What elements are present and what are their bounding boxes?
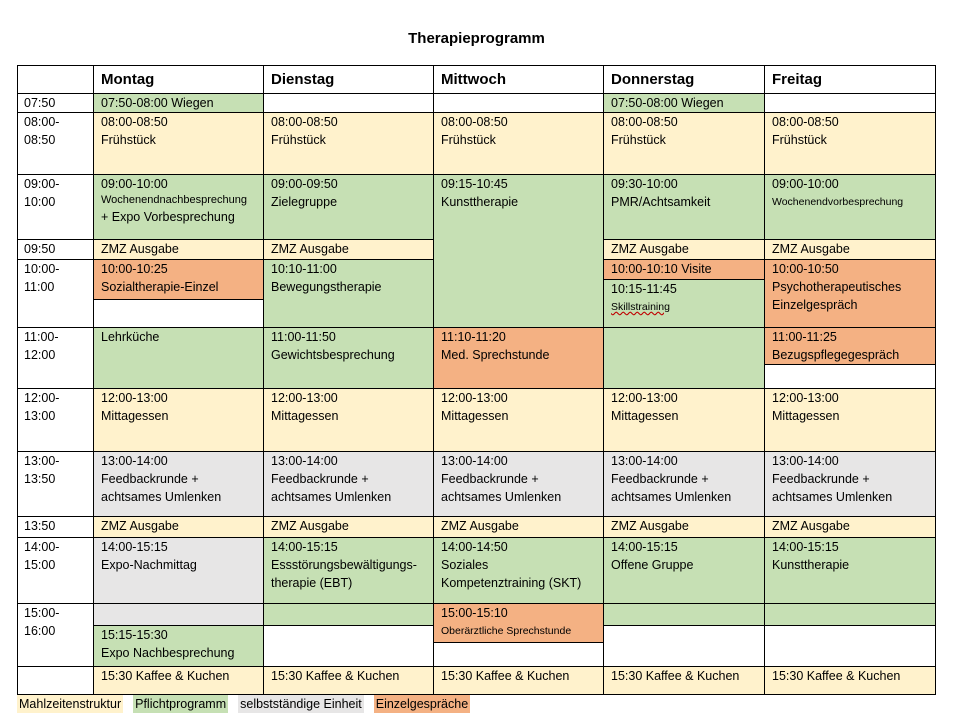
event-wochenendvorbesprechung: 09:00-10:00 Wochenendvorbesprechung bbox=[765, 175, 936, 240]
event-expo-nachbesprechung: 15:15-15:30 Expo Nachbesprechung bbox=[94, 626, 263, 666]
event-gewichtsbesprechung: 11:00-11:50 Gewichtsbesprechung bbox=[264, 328, 434, 389]
event-zmz-ausgabe: ZMZ Ausgabe bbox=[434, 517, 604, 538]
event-wiegen-donnerstag: 07:50-08:00 Wiegen bbox=[604, 94, 765, 113]
event-offene-gruppe: 14:00-15:15 Offene Gruppe bbox=[604, 538, 765, 604]
event-mittagessen: 12:00-13:00 Mittagessen bbox=[94, 389, 264, 452]
event-sozialtherapie-einzel: 10:00-10:25 Sozialtherapie-Einzel bbox=[94, 260, 263, 300]
event-mittagessen: 12:00-13:00 Mittagessen bbox=[765, 389, 936, 452]
time-label: 13:00- 13:50 bbox=[18, 452, 94, 517]
event-kaffee-kuchen: 15:30 Kaffee & Kuchen bbox=[434, 667, 604, 695]
event-kunsttherapie-continued bbox=[765, 604, 935, 626]
event-expo-nachmittag: 14:00-15:15 Expo-Nachmittag bbox=[94, 538, 264, 604]
mittwoch-1500-split bbox=[434, 604, 604, 667]
event-bezugspflegegespraech: 11:00-11:25 Bezugspflegegespräch bbox=[765, 328, 935, 365]
montag-1500-split bbox=[94, 604, 264, 667]
empty-cell bbox=[94, 300, 263, 327]
empty-cell bbox=[264, 94, 434, 113]
time-label: 12:00- 13:00 bbox=[18, 389, 94, 452]
event-mittagessen: 12:00-13:00 Mittagessen bbox=[604, 389, 765, 452]
event-zielegruppe: 09:00-09:50 Zielegruppe bbox=[264, 175, 434, 240]
empty-cell bbox=[765, 94, 936, 113]
legend-mahlzeitenstruktur: Mahlzeitenstruktur bbox=[19, 697, 122, 711]
event-skillstraining: 10:15-11:45 Skillstraining bbox=[604, 280, 764, 327]
event-bewegungstherapie: 10:10-11:00 Bewegungstherapie bbox=[264, 260, 434, 328]
empty-cell bbox=[264, 626, 433, 666]
day-header-dienstag: Dienstag bbox=[264, 66, 434, 94]
time-label: 15:00- 16:00 bbox=[18, 604, 94, 667]
event-oberaerztliche-sprechstunde: 15:00-15:10 Oberärztliche Sprechstunde bbox=[434, 604, 603, 643]
event-feedbackrunde: 13:00-14:00 Feedbackrunde + achtsames Umlenken bbox=[434, 452, 604, 517]
event-zmz-ausgabe: ZMZ Ausgabe bbox=[264, 517, 434, 538]
event-expo-nachmittag-continued bbox=[94, 604, 263, 626]
time-label: 14:00- 15:00 bbox=[18, 538, 94, 604]
event-feedbackrunde: 13:00-14:00 Feedbackrunde + achtsames Umlenken bbox=[264, 452, 434, 517]
day-header-montag: Montag bbox=[94, 66, 264, 94]
time-label: 11:00- 12:00 bbox=[18, 328, 94, 389]
event-fruehstueck: 08:00-08:50 Frühstück bbox=[765, 113, 936, 175]
event-kunsttherapie-mittwoch: 09:15-10:45 Kunsttherapie bbox=[434, 175, 604, 328]
schedule-table bbox=[17, 65, 936, 695]
donnerstag-1500-split bbox=[604, 604, 765, 667]
event-zmz-ausgabe: ZMZ Ausgabe bbox=[765, 517, 936, 538]
legend-pflichtprogramm: Pflichtprogramm bbox=[135, 697, 227, 711]
time-label: 07:50 bbox=[18, 94, 94, 113]
donnerstag-1000-split bbox=[604, 260, 765, 328]
event-kaffee-kuchen: 15:30 Kaffee & Kuchen bbox=[264, 667, 434, 695]
event-zmz-ausgabe: ZMZ Ausgabe bbox=[94, 517, 264, 538]
legend-selbststaendige-einheit: selbstständige Einheit bbox=[240, 697, 362, 711]
empty-cell bbox=[434, 643, 603, 666]
legend bbox=[17, 695, 480, 713]
event-zmz-ausgabe: ZMZ Ausgabe bbox=[604, 240, 765, 260]
event-visite: 10:00-10:10 Visite bbox=[604, 260, 764, 280]
event-kaffee-kuchen: 15:30 Kaffee & Kuchen bbox=[94, 667, 264, 695]
time-label: 08:00- 08:50 bbox=[18, 113, 94, 175]
freitag-1100-split bbox=[765, 328, 936, 389]
event-skillstraining-continued bbox=[604, 328, 765, 389]
event-skt: 14:00-14:50 Soziales Kompetenztraining (SKT) bbox=[434, 538, 604, 604]
time-label: 13:50 bbox=[18, 517, 94, 538]
corner-cell bbox=[18, 66, 94, 94]
event-fruehstueck: 08:00-08:50 Frühstück bbox=[94, 113, 264, 175]
event-kunsttherapie-freitag: 14:00-15:15 Kunsttherapie bbox=[765, 538, 936, 604]
event-zmz-ausgabe: ZMZ Ausgabe bbox=[264, 240, 434, 260]
time-label: 09:50 bbox=[18, 240, 94, 260]
empty-cell bbox=[434, 94, 604, 113]
legend-einzelgespraeche: Einzelgespräche bbox=[375, 697, 469, 711]
freitag-1500-split bbox=[765, 604, 936, 667]
page-title: Therapieprogramm bbox=[408, 30, 545, 47]
event-feedbackrunde: 13:00-14:00 Feedbackrunde + achtsames Umlenken bbox=[604, 452, 765, 517]
empty-cell bbox=[765, 626, 935, 666]
event-lehrkueche: Lehrküche bbox=[94, 328, 264, 389]
empty-time-cell bbox=[18, 667, 94, 695]
event-psychotherapeutisches-einzelgespraech: 10:00-10:50 Psychotherapeutisches Einzelgespräch bbox=[765, 260, 936, 328]
event-zmz-ausgabe: ZMZ Ausgabe bbox=[604, 517, 765, 538]
event-zmz-ausgabe: ZMZ Ausgabe bbox=[94, 240, 264, 260]
montag-1000-split bbox=[94, 260, 264, 328]
event-wiegen-montag: 07:50-08:00 Wiegen bbox=[94, 94, 264, 113]
time-label: 10:00- 11:00 bbox=[18, 260, 94, 328]
event-feedbackrunde: 13:00-14:00 Feedbackrunde + achtsames Umlenken bbox=[765, 452, 936, 517]
event-feedbackrunde: 13:00-14:00 Feedbackrunde + achtsames Umlenken bbox=[94, 452, 264, 517]
day-header-donnerstag: Donnerstag bbox=[604, 66, 765, 94]
dienstag-1500-split bbox=[264, 604, 434, 667]
event-pmr-achtsamkeit: 09:30-10:00 PMR/Achtsamkeit bbox=[604, 175, 765, 240]
empty-cell bbox=[604, 626, 764, 666]
event-zmz-ausgabe: ZMZ Ausgabe bbox=[765, 240, 936, 260]
event-ebt-continued bbox=[264, 604, 433, 626]
event-fruehstueck: 08:00-08:50 Frühstück bbox=[604, 113, 765, 175]
event-ebt: 14:00-15:15 Essstörungsbewältigungs- therapie (EBT) bbox=[264, 538, 434, 604]
event-wochenendnachbesprechung: 09:00-10:00 Wochenendnachbesprechung + Expo Vorbesprechung bbox=[94, 175, 264, 240]
day-header-freitag: Freitag bbox=[765, 66, 936, 94]
day-header-mittwoch: Mittwoch bbox=[434, 66, 604, 94]
event-kaffee-kuchen: 15:30 Kaffee & Kuchen bbox=[604, 667, 765, 695]
event-med-sprechstunde: 11:10-11:20 Med. Sprechstunde bbox=[434, 328, 604, 389]
time-label: 09:00- 10:00 bbox=[18, 175, 94, 240]
event-mittagessen: 12:00-13:00 Mittagessen bbox=[264, 389, 434, 452]
empty-cell bbox=[765, 365, 935, 388]
event-kaffee-kuchen: 15:30 Kaffee & Kuchen bbox=[765, 667, 936, 695]
event-mittagessen: 12:00-13:00 Mittagessen bbox=[434, 389, 604, 452]
event-fruehstueck: 08:00-08:50 Frühstück bbox=[264, 113, 434, 175]
event-offene-gruppe-continued bbox=[604, 604, 764, 626]
event-fruehstueck: 08:00-08:50 Frühstück bbox=[434, 113, 604, 175]
